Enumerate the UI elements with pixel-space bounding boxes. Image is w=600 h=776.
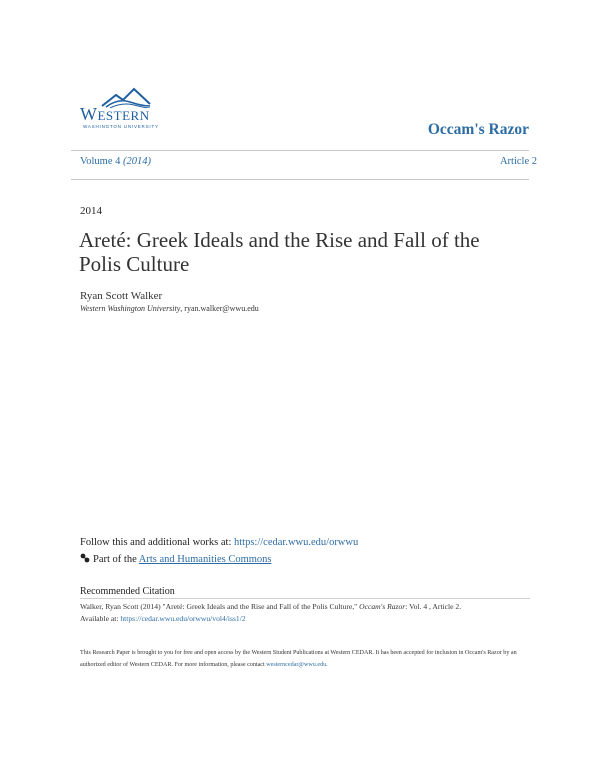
author-affiliation: [80, 304, 259, 313]
access-notice: [80, 648, 530, 671]
publication-year: 2014: [80, 205, 102, 217]
logo-subtext: WASHINGTON UNIVERSITY: [83, 124, 159, 129]
commons-link[interactable]: Arts and Humanities Commons: [138, 554, 272, 565]
volume-link[interactable]: [80, 156, 151, 167]
journal-name-link[interactable]: Occam's Razor: [427, 121, 529, 138]
article-title: Areté: Greek Ideals and the Rise and Fall of the Polis Culture: [79, 228, 480, 276]
citation-part-b: : Vol. 4 , Article 2.: [405, 602, 462, 611]
divider-top: [71, 150, 529, 151]
article-link[interactable]: Article 2: [499, 156, 537, 167]
contact-email-link[interactable]: westerncedar@wwu.edu: [266, 661, 327, 668]
logo-wordmark: Western: [80, 104, 150, 124]
volume-year: (2014): [122, 156, 151, 167]
notice-text: This Research Paper is brought to you for free and open access by the Western Student Publications at Western CEDAR. It has been accepted for inclusion in Occam's Razor by an authorized editor of Western CEDAR. For more information, please contact: [80, 650, 517, 668]
author-name: Ryan Scott Walker: [80, 290, 163, 302]
recommended-divider: [80, 598, 530, 599]
volume-label: Volume 4: [80, 156, 121, 167]
available-prefix: Available at:: [80, 614, 121, 623]
follow-line: [80, 537, 358, 548]
notice-end: .: [326, 661, 328, 668]
network-icon: [80, 553, 90, 563]
divider-bottom: [71, 179, 529, 180]
part-of-line: [80, 553, 272, 565]
follow-link[interactable]: https://cedar.wwu.edu/orwwu: [234, 537, 359, 548]
issue-info-row: [80, 156, 537, 167]
citation-journal: Occam's Razor: [359, 602, 406, 611]
part-of-prefix: Part of the: [93, 554, 139, 565]
author-email[interactable]: , ryan.walker@wwu.edu: [180, 304, 259, 313]
affiliation-institution: Western Washington University: [80, 304, 181, 313]
citation-part-a: Walker, Ryan Scott (2014) "Areté: Greek Ideals and the Rise and Fall of the Polis Culture,": [80, 602, 360, 611]
recommended-citation-heading: Recommended Citation: [80, 586, 175, 597]
available-link[interactable]: https://cedar.wwu.edu/orwwu/vol4/iss1/2: [120, 614, 246, 623]
western-logo[interactable]: [80, 86, 168, 134]
follow-prefix: Follow this and additional works at:: [80, 537, 234, 548]
citation-text: [80, 601, 530, 625]
